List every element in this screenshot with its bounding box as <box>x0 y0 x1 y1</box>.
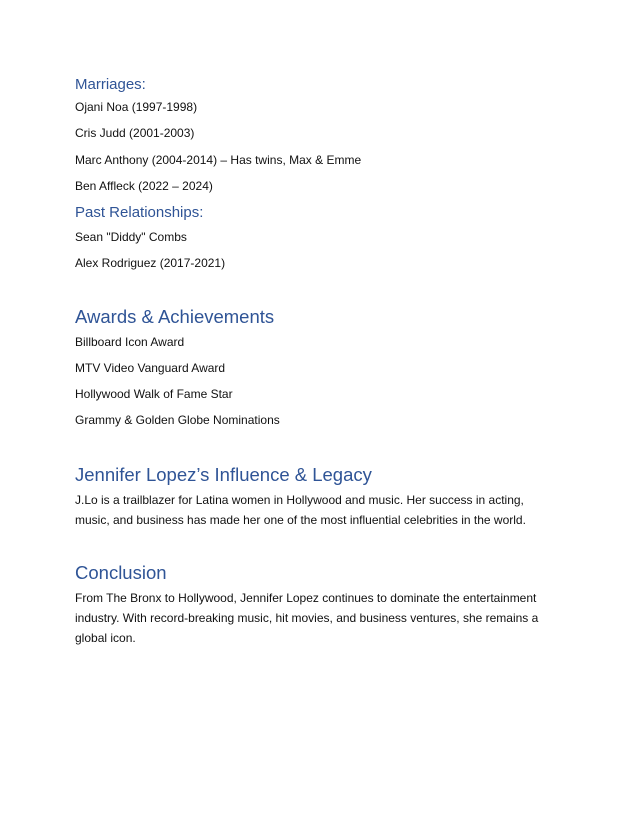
award-item: Grammy & Golden Globe Nominations <box>75 413 280 427</box>
relationship-item: Alex Rodriguez (2017-2021) <box>75 256 226 270</box>
influence-heading: Jennifer Lopez’s Influence & Legacy <box>75 464 372 485</box>
influence-paragraph: J.Lo is a trailblazer for Latina women in Hollywood and music. Her success in acting, music, and business has made her one of the most influential celebrities in the world. <box>75 493 526 527</box>
awards-heading: Awards & Achievements <box>75 306 275 327</box>
conclusion-paragraph: From The Bronx to Hollywood, Jennifer Lopez continues to dominate the entertainment industry. With record-breaking music, hit movies, and business ventures, she remains a global icon. <box>75 591 539 645</box>
marriage-item: Ojani Noa (1997-1998) <box>75 100 198 114</box>
award-item: Hollywood Walk of Fame Star <box>75 387 233 401</box>
relationship-item: Sean "Diddy" Combs <box>75 230 187 244</box>
conclusion-heading: Conclusion <box>75 562 167 583</box>
marriage-item: Marc Anthony (2004-2014) – Has twins, Max & Emme <box>75 153 362 167</box>
award-item: Billboard Icon Award <box>75 335 185 349</box>
marriages-heading: Marriages: <box>75 76 146 93</box>
marriage-item: Ben Affleck (2022 – 2024) <box>75 179 213 193</box>
marriage-item: Cris Judd (2001-2003) <box>75 126 195 140</box>
award-item: MTV Video Vanguard Award <box>75 361 226 375</box>
document-page <box>75 0 575 826</box>
past-relationships-heading: Past Relationships: <box>75 204 204 221</box>
